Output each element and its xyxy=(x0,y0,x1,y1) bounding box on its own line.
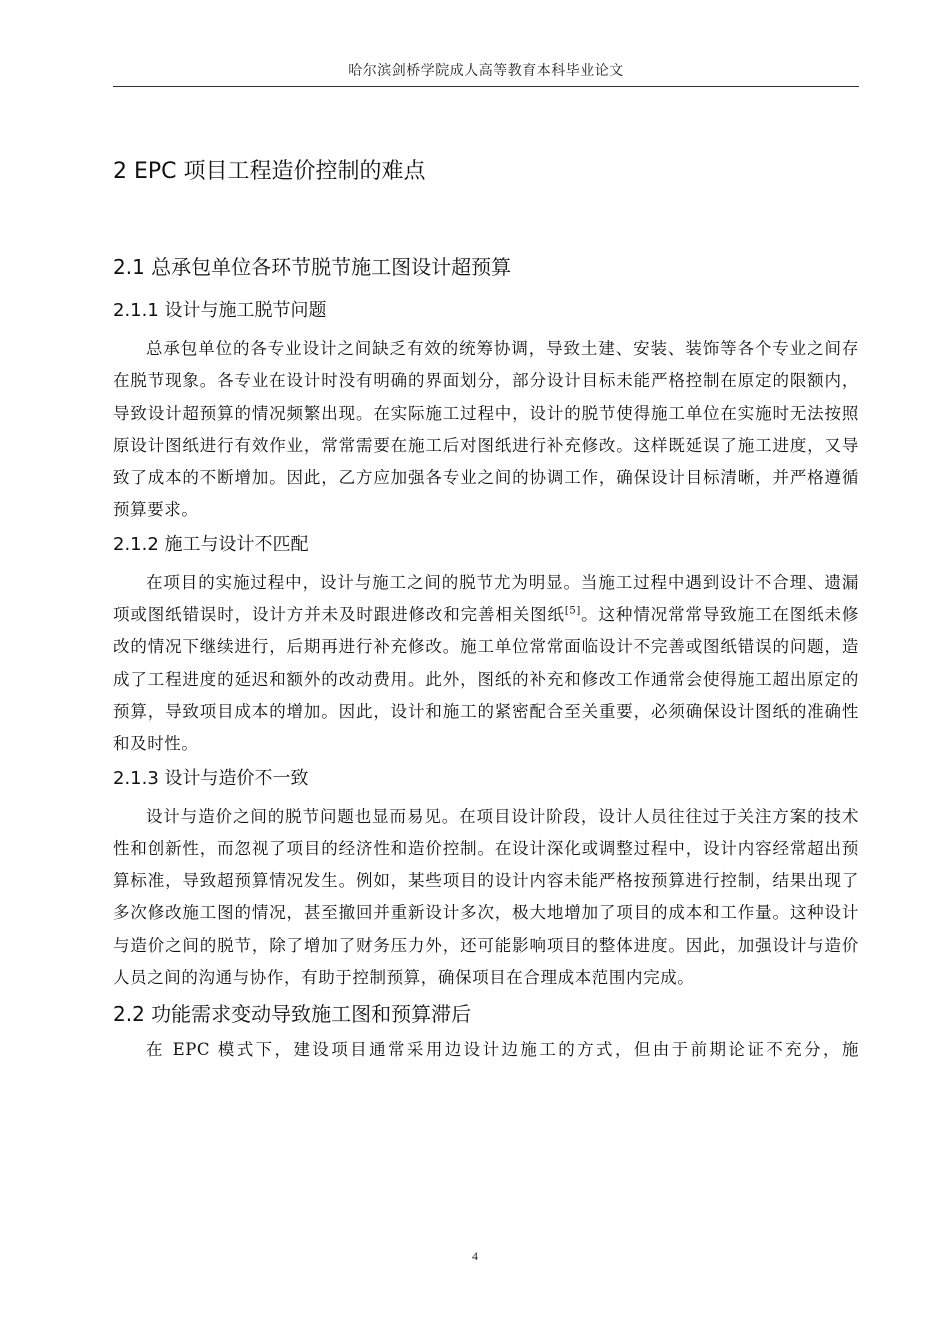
section-2-1-1-title: 2.1.1 设计与施工脱节问题 xyxy=(113,300,327,321)
section-2-1-title: 2.1 总承包单位各环节脱节施工图设计超预算 xyxy=(113,255,512,279)
spacer xyxy=(113,194,859,247)
running-header: 哈尔滨剑桥学院成人高等教育本科毕业论文 xyxy=(348,63,624,79)
section-2-2-title: 2.2 功能需求变动导致施工图和预算滞后 xyxy=(113,1002,472,1027)
section-2-1-2-title: 2.1.2 施工与设计不匹配 xyxy=(113,533,309,555)
paragraph-text: 。这种情况常常导致施工在图纸未修改的情况下继续进行，后期再进行补充修改。施工单位常常面临设计不完善或图纸错误的问题，造成了工程进度的延迟和额外的改动费用。此外，图纸的补充和修改工作通常会使得施工超出原定的预算，导致项目成本的增加。因此，设计和施工的紧密配合至关重要，必须确保设计图纸的准确性和及时性。 xyxy=(113,605,859,754)
section-2-1-1-paragraph: 总承包单位的各专业设计之间缺乏有效的统筹协调，导致土建、安装、装饰等各个专业之间存在脱节现象。各专业在设计时没有明确的界面划分，部分设计目标未能严格控制在原定的限额内，导致设计超预算的情况频繁出现。在实际施工过程中，设计的脱节使得施工单位在实施时无法按照原设计图纸进行有效作业，常常需要在施工后对图纸进行补充修改。这样既延误了施工进度，又导致了成本的不断增加。因此，乙方应加强各专业之间的协调工作，确保设计目标清晰，并严格遵循预算要求。 xyxy=(113,339,859,520)
chapter-title: 2 EPC 项目工程造价控制的难点 xyxy=(113,159,426,184)
section-2-1-3-title: 2.1.3 设计与造价不一致 xyxy=(113,767,309,789)
section-2-2-paragraph: 在 EPC 模式下，建设项目通常采用边设计边施工的方式，但由于前期论证不充分，施 xyxy=(146,1040,859,1060)
page-number: 4 xyxy=(472,1249,478,1263)
citation-reference: [5] xyxy=(564,605,581,617)
section-2-1-3-paragraph: 设计与造价之间的脱节问题也显而易见。在项目设计阶段，设计人员往往过于关注方案的技术性和创新性，而忽视了项目的经济性和造价控制。在设计深化或调整过程中，设计内容经常超出预算标准，导致超预算情况发生。例如，某些项目的设计内容未能严格按预算进行控制，结果出现了多次修改施工图的情况，甚至撤回并重新设计多次，极大地增加了项目的成本和工作量。这种设计与造价之间的脱节，除了增加了财务压力外，还可能影响项目的整体进度。因此，加强设计与造价人员之间的沟通与协作，有助于控制预算，确保项目在合理成本范围内完成。 xyxy=(113,806,859,988)
page-content xyxy=(113,150,859,1067)
paragraph-text: 在项目的实施过程中，设计与施工之间的脱节尤为明显。当施工过程中遇到设计不合理、遗漏项或图纸错误时，设计方并未及时跟进修改和完善相关图纸 xyxy=(113,572,859,625)
header-rule xyxy=(113,86,859,87)
section-2-1-2-paragraph xyxy=(113,567,859,761)
